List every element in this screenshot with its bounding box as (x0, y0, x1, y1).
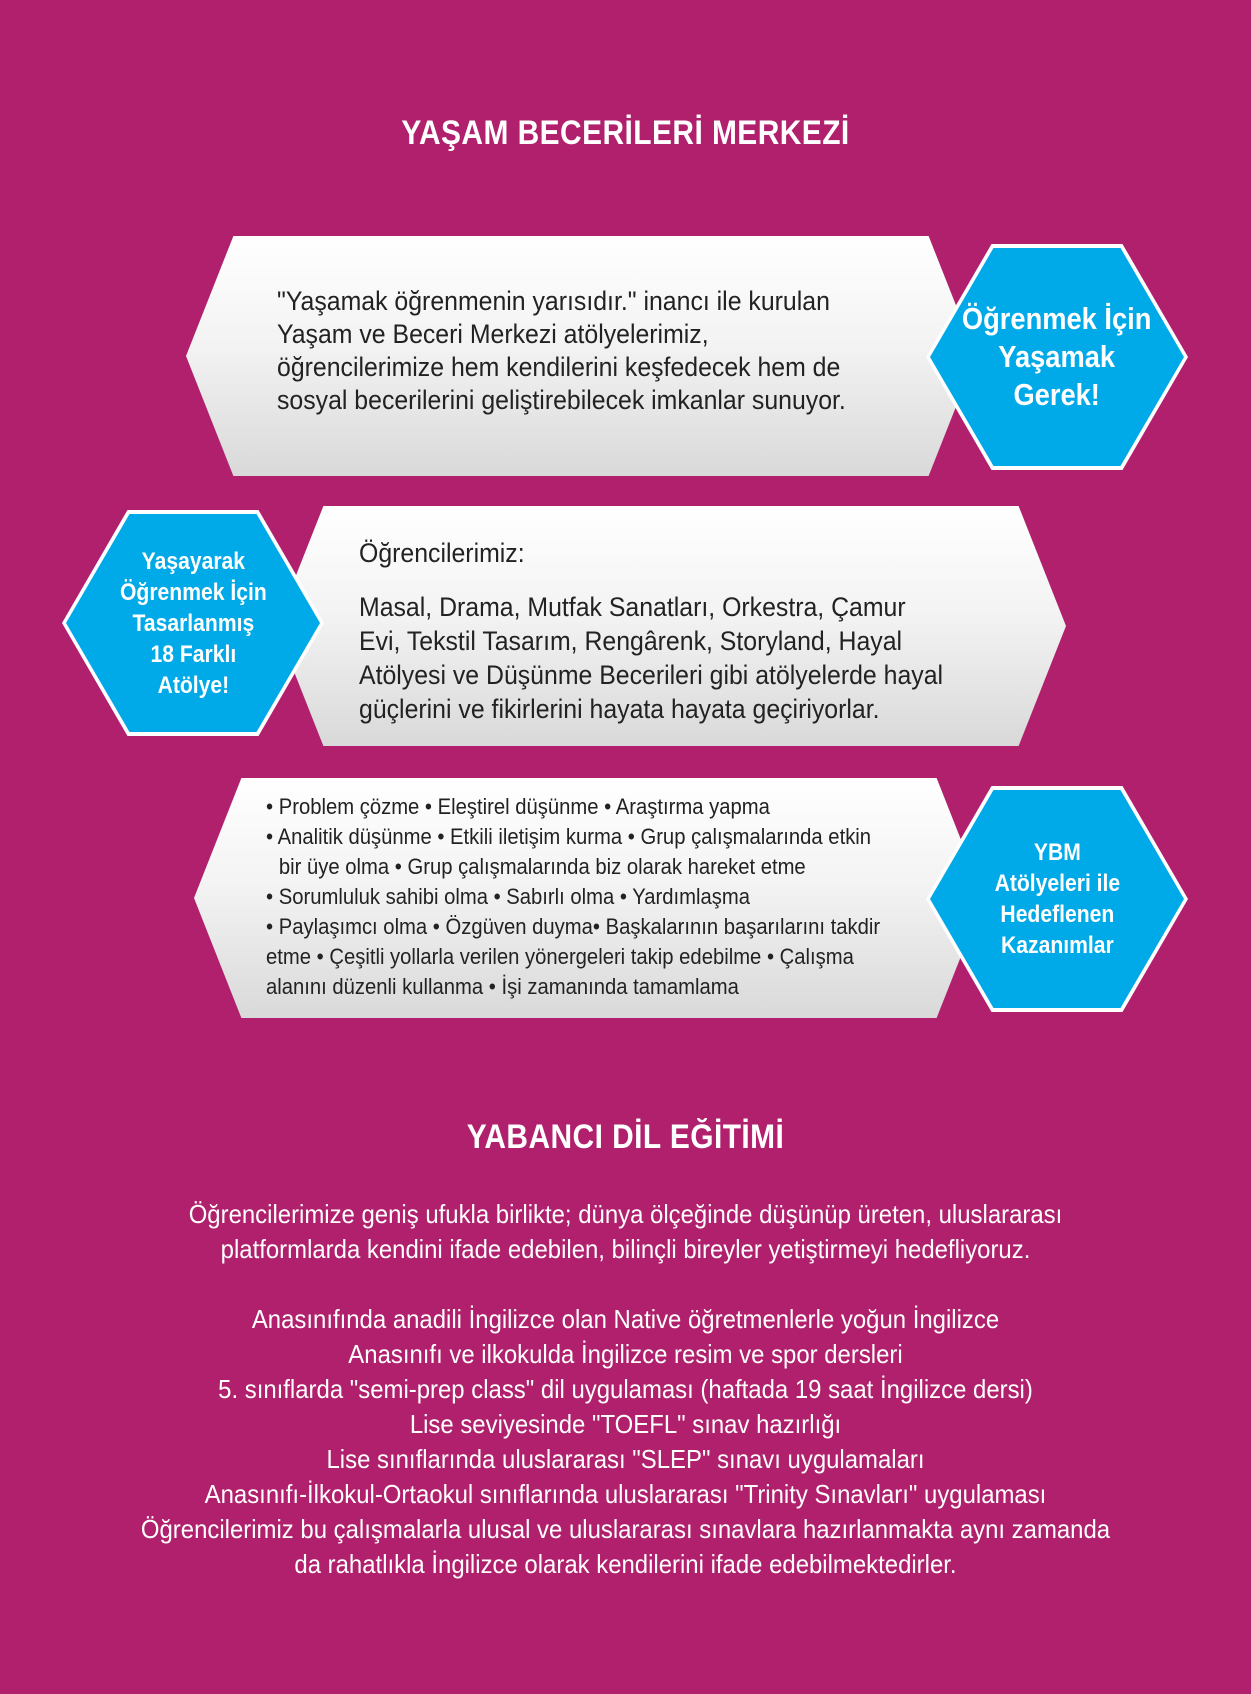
skills-line: alanını düzenli kullanma • İşi zamanında tamamlama (266, 974, 739, 999)
badge-1-label: Öğrenmek İçin Yaşamak Gerek! (962, 301, 1152, 412)
intro-line: platformlarda kendini ifade edebilen, bilinçli bireyler yetiştirmeyi hedefliyoruz. (220, 1234, 1031, 1264)
section-title-life-skills: YAŞAM BECERİLERİ MERKEZİ (401, 114, 850, 152)
skills-line: • Paylaşımcı olma • Özgüven duyma• Başkalarının başarılarını takdir (266, 914, 881, 939)
language-programs-list (50, 1302, 1201, 1582)
program-line: Öğrencilerimiz bu çalışmalarla ulusal ve uluslararası sınavlara hazırlanmakta aynı zamanda (140, 1514, 1111, 1544)
skills-line: • Problem çözme • Eleştirel düşünme • Araştırma yapma (266, 794, 770, 819)
badge-2-label: Yaşayarak Öğrenmek İçin Tasarlanmış 18 Farklı Atölye! (119, 547, 267, 699)
box1-text: "Yaşamak öğrenmenin yarısıdır." inancı ile kurulan Yaşam ve Beceri Merkezi atölyelerimiz, öğrencilerimize hem kendilerini keşfedecek hem de sosyal becerilerini geliştirebilecek imkanlar sunuyor. (277, 286, 846, 415)
skills-line: • Sorumluluk sahibi olma • Sabırlı olma • Yardımlaşma (266, 884, 750, 909)
program-line: Anasınıfı-İlkokul-Ortaokul sınıflarında uluslararası "Trinity Sınavları" uygulaması (204, 1479, 1047, 1509)
box2-content (359, 536, 948, 726)
program-line: Anasınıfı ve ilkokulda İngilizce resim ve spor dersleri (348, 1339, 903, 1369)
program-line: Lise seviyesinde "TOEFL" sınav hazırlığı (409, 1409, 842, 1439)
badge-hexagon-1 (926, 244, 1188, 470)
box2-text: Masal, Drama, Mutfak Sanatları, Orkestra, Çamur Evi, Tekstil Tasarım, Rengârenk, Storyland, Hayal Atölyesi ve Düşünme Becerileri gibi atölyelerde hayal güçlerini ve fikirlerini hayata hayata geçiriyorlar. (359, 592, 944, 724)
language-intro (50, 1197, 1201, 1267)
section-title-foreign-language: YABANCI DİL EĞİTİMİ (466, 1118, 785, 1156)
skills-line: bir üye olma • Grup çalışmalarında biz olarak hareket etme (278, 854, 806, 879)
box3-skills-list (266, 792, 901, 1002)
skills-line: • Analitik düşünme • Etkili iletişim kurma • Grup çalışmalarında etkin (266, 824, 872, 849)
program-line: Lise sınıflarında uluslararası "SLEP" sınavı uygulamaları (326, 1444, 925, 1474)
intro-line: Öğrencilerimize geniş ufukla birlikte; dünya ölçeğinde düşünüp üreten, uluslararası (188, 1199, 1063, 1229)
badge-hexagon-3 (926, 786, 1188, 1012)
program-line: 5. sınıflarda "semi-prep class" dil uygulaması (haftada 19 saat İngilizce dersi) (218, 1374, 1033, 1404)
box2-heading: Öğrencilerimiz: (359, 538, 525, 568)
program-line: Anasınıfında anadili İngilizce olan Native öğretmenlerle yoğun İngilizce (251, 1304, 1000, 1334)
skills-line: etme • Çeşitli yollarla verilen yönergeleri takip edebilme • Çalışma (266, 944, 854, 969)
badge-hexagon-2 (62, 510, 324, 736)
badge-3-label: YBM Atölyeleri ile Hedeflenen Kazanımlar (994, 839, 1120, 959)
program-line: da rahatlıkla İngilizce olarak kendilerini ifade edebilmektedirler. (294, 1549, 957, 1579)
